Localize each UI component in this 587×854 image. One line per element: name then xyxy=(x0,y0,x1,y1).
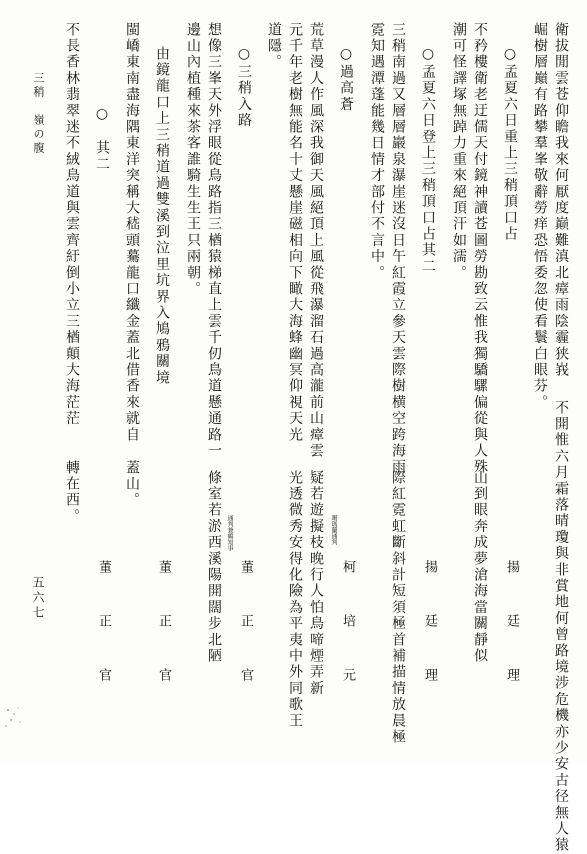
text-column-17: 閩嶠東南盡海隅東洋突稱大嵇頭驀龍口纖金蓋北借香來就自 xyxy=(124,22,140,444)
text-column-16: 由鏡龍口上三稍道過雙溪到泣里坑界入鳩鴉關境 xyxy=(154,46,170,387)
text-column-15: 邊山內植種來茶客誰騎生生王只兩朝。 xyxy=(185,22,201,298)
page-number: 五六七 xyxy=(31,576,45,621)
author-yang-tingli-2: 揚 廷 理 xyxy=(422,560,437,695)
running-title: 三稍 嶺の腹 xyxy=(32,72,45,156)
text-column-11-tail: 光透微秀安得化險為平夷中外同歌王 xyxy=(287,470,303,730)
text-column-14: 想像三峯天外浮眼從鳥路指三楢猿梯直上雲千仞鳥道懸通路一 xyxy=(206,22,222,460)
scan-noise xyxy=(2,700,42,740)
text-column-1-tail: 不開惟六月霜落晴瓊與非賞地何曾路境涉危機亦少安古径無人猿 xyxy=(553,400,569,854)
text-column-7: 三稍南過又層層巖泉瀑崖迷沒日午紅霞立參天雲際樹横空跨海雨 xyxy=(390,22,406,476)
text-column-3: ○孟夏六日重上三稍頂口占 xyxy=(502,46,518,243)
text-column-13: ○三稍入路 xyxy=(236,46,252,129)
text-column-11: 元千年老樹無能名十丈懸崖磁相向下瞰大海蜂幽冥仰視天光 xyxy=(287,22,303,444)
text-column-6: ○孟夏六日登上三稍頂口占其二 xyxy=(420,46,436,275)
text-column-18: ○ 其二 xyxy=(94,106,110,173)
author-dong-zhengguan-2: 董 正 官 xyxy=(156,560,171,695)
text-column-10: 荒草漫人作風深我御天風絕頂上風從飛瀑溜石過高瀧前山瘴雲 xyxy=(308,22,324,460)
text-column-19: 不長香林翡翠迷不絨鳥道與雲齊紆倒小立三楢顛大海茫茫 xyxy=(64,22,80,427)
text-column-10-tail: 疑若遊擬枝晚行人怕鳥啼煙弄新 xyxy=(308,470,324,697)
text-column-2: 崛樹層巔有路攀羣峯敬辭勞痒恐悟委忽使看鬟白眼芬。 xyxy=(532,22,548,411)
text-column-8: 霓知遇潭蓬能幾日情才部付不言中。 xyxy=(369,22,385,282)
text-column-5: 潮可怪譯塚無踔力重來絕頂汗如濡。 xyxy=(451,22,467,282)
author-dong-zhengguan-3: 董 正 官 xyxy=(96,560,111,695)
author-dong-zhengguan-1: 董 正 官 xyxy=(238,560,253,695)
text-column-4: 不矜樓衛老迂儒天付鏡神讀苍圖勞勘致云惟我獨驕騾偏從與人殊 xyxy=(472,22,488,476)
text-column-19-tail: 轉在西。 xyxy=(64,460,80,525)
author-note-dong: 通判兼鶴知事 xyxy=(226,515,233,551)
text-column-1: 衛拔閒雲苍仰瞻我來何厭度巅難滇北瘴雨陰霾狭峩 xyxy=(553,22,569,379)
text-column-17-tail: 蓋山。 xyxy=(124,460,140,509)
text-column-7-tail: 際紅霓虹斷斜計短須極首補描情放晨極 xyxy=(390,470,406,746)
text-column-4-tail: 山到眼奔成夢滄海當關靜似 xyxy=(472,470,488,665)
text-column-12: 道隱。 xyxy=(266,22,282,71)
author-ke-peiyuan: 柯 培 元 xyxy=(340,560,355,695)
text-column-9: ○過高蒼 xyxy=(338,46,354,113)
text-column-14-tail: 條室若淤西溪陽開闊步北陋 xyxy=(206,470,222,665)
author-note-ke: 噶瑪蘭通判 xyxy=(330,515,337,545)
author-yang-tingli-1: 揚 廷 理 xyxy=(504,560,519,695)
